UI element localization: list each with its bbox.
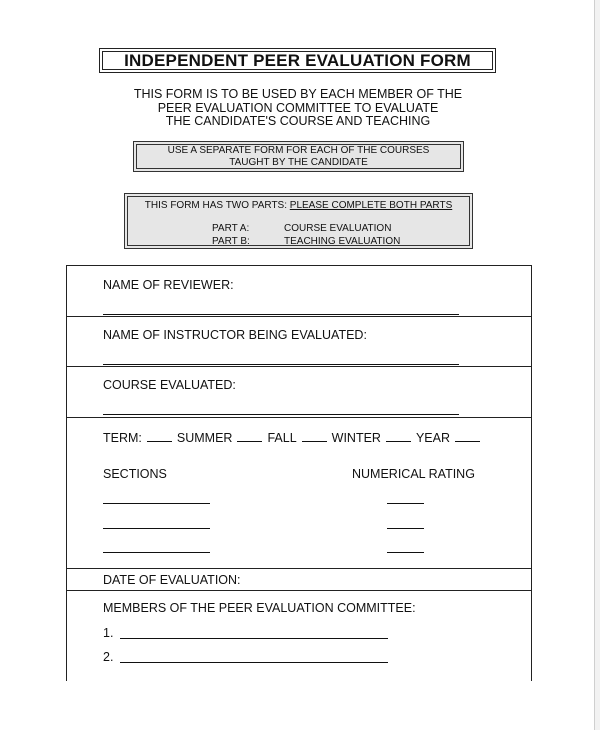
term-blank-year[interactable] (386, 431, 411, 442)
intro-line-2: PEER EVALUATION COMMITTEE TO EVALUATE (157, 100, 439, 115)
two-parts-header-prefix: THIS FORM HAS TWO PARTS: (144, 200, 290, 211)
part-b-value: TEACHING EVALUATION (284, 236, 401, 247)
row-divider (67, 568, 531, 569)
part-b-row (212, 236, 400, 247)
member-number-1: 1. (103, 626, 114, 640)
sections-label: SECTIONS (103, 467, 167, 481)
separate-form-line-1: USE A SEPARATE FORM FOR EACH OF THE COURSES (167, 144, 430, 156)
term-row (103, 431, 485, 445)
form-title: INDEPENDENT PEER EVALUATION FORM (124, 50, 471, 70)
term-option-year: YEAR (415, 431, 450, 445)
two-parts-header-emphasis: PLEASE COMPLETE BOTH PARTS (289, 200, 453, 211)
committee-members-label: MEMBERS OF THE PEER EVALUATION COMMITTEE: (103, 601, 416, 615)
course-field[interactable] (103, 414, 459, 415)
part-a-row (212, 223, 391, 234)
committee-member-field-2[interactable] (120, 662, 388, 663)
two-parts-header (128, 200, 469, 211)
term-blank-winter[interactable] (302, 431, 327, 442)
separate-form-notice (133, 141, 464, 172)
term-blank-summer[interactable] (147, 431, 172, 442)
intro-line-3: THE CANDIDATE'S COURSE AND TEACHING (165, 114, 431, 128)
term-label: TERM: (103, 431, 142, 445)
row-divider (67, 590, 531, 591)
separate-form-line-2: TAUGHT BY THE CANDIDATE (229, 156, 368, 168)
rating-field-2[interactable] (387, 528, 424, 529)
committee-member-field-1[interactable] (120, 638, 388, 639)
part-b-label: PART B: (212, 236, 250, 247)
row-divider (67, 417, 531, 418)
instructor-label: NAME OF INSTRUCTOR BEING EVALUATED: (103, 328, 367, 342)
reviewer-name-field[interactable] (103, 314, 459, 315)
numerical-rating-label: NUMERICAL RATING (352, 467, 475, 481)
term-option-summer: SUMMER (176, 431, 233, 445)
reviewer-label: NAME OF REVIEWER: (103, 278, 234, 292)
term-blank-fall[interactable] (237, 431, 262, 442)
evaluation-form-table (66, 265, 532, 681)
rating-field-3[interactable] (387, 552, 424, 553)
part-a-label: PART A: (212, 223, 250, 234)
row-divider (67, 366, 531, 367)
two-parts-notice (124, 193, 473, 249)
rating-field-1[interactable] (387, 503, 424, 504)
section-field-2[interactable] (103, 528, 210, 529)
course-label: COURSE EVALUATED: (103, 378, 236, 392)
intro-line-1: THIS FORM IS TO BE USED BY EACH MEMBER OF THE (133, 87, 463, 101)
section-field-1[interactable] (103, 503, 210, 504)
date-of-evaluation-label: DATE OF EVALUATION: (103, 573, 241, 587)
section-field-3[interactable] (103, 552, 210, 553)
part-a-value: COURSE EVALUATION (284, 223, 392, 234)
row-divider (67, 316, 531, 317)
term-option-winter: WINTER (331, 431, 381, 445)
instructor-name-field[interactable] (103, 364, 459, 365)
term-option-fall: FALL (267, 431, 297, 445)
intro-text (98, 88, 498, 129)
term-blank-end[interactable] (455, 431, 480, 442)
member-number-2: 2. (103, 650, 114, 664)
form-title-box (99, 48, 496, 73)
